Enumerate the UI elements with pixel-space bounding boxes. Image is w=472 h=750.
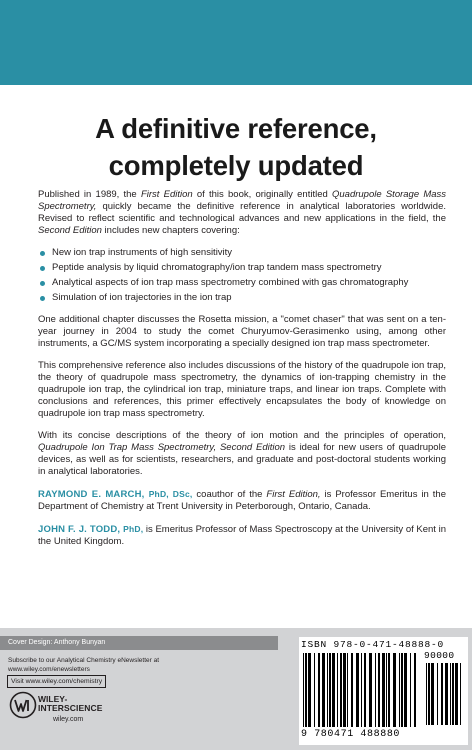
rosetta-paragraph: One additional chapter discusses the Rosetta mission, a "comet chaser" that was sent on a ten-year journey in 2004 to study the comet Churyumov-Gerasimenko using, among other instruments, a GC/MS system incorporating a specially designed ion trap mass spectrometer. [38,314,446,349]
barcode-bar [410,653,411,727]
barcode-bar [378,653,380,727]
intro-emphasis-original-title: Quadrupole Storage Mass Spectrometry, [38,189,447,212]
bullet-item [38,292,446,304]
barcode-bar [314,653,315,727]
barcode-bar [343,653,346,727]
bullet-dot-icon [40,266,45,271]
barcode-bar [327,653,328,727]
addon-barcode-graphic [424,663,464,725]
description-body [38,189,446,558]
reference-paragraph: This comprehensive reference also includes discussions of the history of the quadrupole ion trap, the theory of quadrupole mass spectrometry, the dynamics of ion-trapping chemistry in the quadrupole ion trap, the cylindrical ion trap, miniature traps, and linear ion traps. Complete with conclusions and references, this primer effectively encapsulates the body of knowledge on quadrupole ion trap mass spectrometry. [38,360,446,419]
barcode-bar [340,653,342,727]
author-bio-todd [38,523,446,548]
barcode-bar [437,663,438,725]
barcode-bar [445,663,448,725]
bullet-dot-icon [40,296,45,301]
barcode-bar [364,653,366,727]
intro-paragraph [38,189,446,237]
concise-text: is ideal for new users of quadrupole devices, as well as for scientists, researchers, and graduate and post-doctoral students working in analytical laboratories. [38,442,446,477]
author-bio-march [38,488,446,513]
author-name-march: RAYMOND E. MARCH, PhD, DSc, [38,489,193,500]
barcode-bar [329,653,331,727]
barcode-bar [455,663,458,725]
bullet-text: New ion trap instruments of high sensitivity [52,247,233,258]
bullet-item [38,277,446,289]
subscribe-text: Subscribe to our Analytical Chemistry eNewsletter at [8,657,160,664]
newsletter-url: www.wiley.com/enewsletters [8,665,90,673]
intro-emphasis-second-edition: Second Edition [38,225,102,236]
wiley-logo-icon [9,691,37,719]
bullet-dot-icon [40,251,45,256]
barcode-bar [414,653,416,727]
barcode-bar [375,653,376,727]
headline-line-1: A definitive reference, [95,113,377,144]
barcode-bar [393,653,396,727]
barcode-bar [361,653,362,727]
barcode-bar [460,663,461,725]
bullet-text: Analytical aspects of ion trap mass spectrometry combined with gas chromatography [52,277,409,288]
intro-text: includes new chapters covering: [101,225,240,236]
intro-text: of this book, originally entitled [192,189,332,200]
author-bio-emphasis: First Edition, [266,489,321,500]
barcode-bar [318,653,320,727]
chapter-bullet-list [38,247,446,304]
intro-emphasis-first-edition: First Edition [140,189,193,200]
barcode-bar [404,653,407,727]
top-color-band [0,0,472,85]
barcode-bar [303,653,304,727]
barcode-bar [386,653,387,727]
bullet-dot-icon [40,281,45,286]
barcode-bar [388,653,390,727]
intro-text: quickly became the definitive reference in analytical laboratories worldwide. Revised to reflect scientific and technological advances and new applications in the field, the [38,201,446,224]
publisher-web: wiley.com [53,716,84,723]
barcode-bar [337,653,338,727]
concise-paragraph [38,430,446,478]
ean-barcode-graphic [301,653,421,727]
barcode-bar [382,653,385,727]
headline-line-2: completely updated [108,150,364,181]
barcode-bar [332,653,335,727]
barcode-bar [426,663,427,725]
barcode-bar [431,663,434,725]
author-name-todd: JOHN F. J. TODD, PhD, [38,524,144,535]
barcode-bar [322,653,325,727]
barcode-bar [452,663,454,725]
bullet-item [38,262,446,274]
barcode-bar [347,653,348,727]
intro-text: Published in 1989, the [38,189,141,200]
bullet-text: Peptide analysis by liquid chromatography/ion trap tandem mass spectrometry [52,262,382,273]
author-bio-text: is Professor Emeritus in the Department of Chemistry at Trent University in Peterborough, Ontario, Canada. [38,489,446,512]
cover-design-credit: Cover Design: Anthony Bunyan [8,639,106,646]
barcode-bar [401,653,403,727]
barcode-bar [399,653,400,727]
concise-text: With its concise descriptions of the theory of ion motion and the principles of operation, [38,430,446,441]
barcode-bar [450,663,451,725]
barcode-bar [305,653,307,727]
book-title-emphasis: Quadrupole Ion Trap Mass Spectrometry, Second Edition [38,442,286,453]
barcode-bar [441,663,443,725]
price-addon-digits: 90000 [424,650,455,661]
author-bio-text: coauthor of the [192,489,267,500]
isbn-number: ISBN 978-0-471-48888-0 [301,639,445,650]
bullet-text: Simulation of ion trajectories in the ion trap [52,292,232,303]
newsletter-subscribe [8,657,238,674]
headline [0,110,472,184]
author-degrees: PhD, [123,524,144,534]
barcode-bar [308,653,311,727]
visit-website-box: Visit www.wiley.com/chemistry [7,675,106,688]
ean-digits: 9 780471 488880 [301,729,401,740]
barcode-bar [369,653,372,727]
barcode-bar [356,653,359,727]
publisher-logo-wiley: WILEY- [38,694,68,704]
barcode-bar [428,663,430,725]
bullet-item [38,247,446,259]
author-degrees: PhD, DSc, [148,489,193,499]
barcode-bar [351,653,353,727]
publisher-logo-interscience: INTERSCIENCE [38,703,103,713]
isbn-barcode-block [299,637,468,745]
author-bio-text: is Emeritus Professor of Mass Spectroscopy at the University of Kent in the United Kingdom. [38,524,446,547]
